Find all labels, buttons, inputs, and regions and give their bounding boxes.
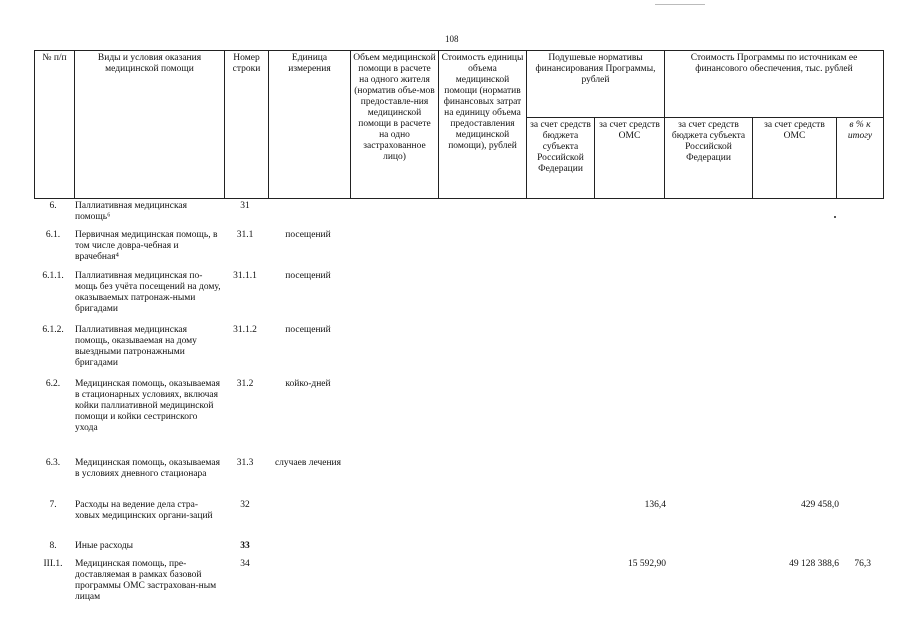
header-program-oms: за счет средств ОМС xyxy=(753,118,837,199)
row-name: Расходы на ведение дела стра-ховых медицинских органи-заций xyxy=(75,500,213,521)
row-line: 33 xyxy=(240,541,250,551)
row-num: 8. xyxy=(49,541,57,551)
row-line: 31.1 xyxy=(236,230,254,240)
row-pct: 76,3 xyxy=(854,559,871,569)
row-line: 31.2 xyxy=(236,379,254,389)
row-unit: случаев лечения xyxy=(274,458,342,468)
row-name: Медицинская помощь, пре-доставляемая в рамках базовой программы ОМС застрахован-ным лицам xyxy=(75,559,217,602)
row-name: Паллиативная медицинская помощь⁶ xyxy=(75,201,188,222)
row-line: 31 xyxy=(240,201,250,211)
row-oms-cost: 429 458,0 xyxy=(801,500,839,510)
header-program-budget: за счет средств бюджета субъекта Российской Федерации xyxy=(665,118,753,199)
row-line: 31.3 xyxy=(236,458,254,468)
row-name: Паллиативная медицинская по-мощь без учёта посещений на дому, оказываемых патронаж-ными бригадами xyxy=(75,271,221,314)
row-num: 7. xyxy=(49,500,57,510)
row-line: 31.1.2 xyxy=(233,325,257,335)
row-num: 6.3. xyxy=(45,458,61,468)
row-name: Первичная медицинская помощь, в том числе довра-чебная и врачебная⁴ xyxy=(75,230,218,262)
row-oms-cost: 49 128 388,6 xyxy=(789,559,839,569)
row-oms-norm: 136,4 xyxy=(644,500,666,510)
header-unit: Единица измерения xyxy=(269,51,351,199)
row-name: Иные расходы xyxy=(75,541,134,551)
row-oms-norm: 15 592,90 xyxy=(628,559,666,569)
row-name: Паллиативная медицинская помощь, оказываемая на дому выездными патронажными бригадами xyxy=(75,325,197,368)
row-unit: посещений xyxy=(285,325,331,335)
scan-speck xyxy=(834,216,836,218)
row-unit: посещений xyxy=(285,230,331,240)
header-program: Стоимость Программы по источникам ее финансового обеспечения, тыс. рублей xyxy=(665,51,884,118)
row-num: 6.1.2. xyxy=(42,325,64,335)
row-line: 31.1.1 xyxy=(233,271,257,281)
header-cost: Стоимость единицы объема медицинской помощи (норматив финансовых затрат на единицу объема предоставления медицинской помощи), рублей xyxy=(439,51,527,199)
row-unit: посещений xyxy=(285,271,331,281)
page-number: 108 xyxy=(445,34,459,44)
row-unit: койко-дней xyxy=(285,379,331,389)
header-percap: Подушевые нормативы финансирования Программы, рублей xyxy=(527,51,665,118)
header-num: № п/п xyxy=(35,51,75,199)
row-num: III.1. xyxy=(43,559,63,569)
header-program-pct: в % к итогу xyxy=(837,118,884,199)
header-percap-oms: за счет средств ОМС xyxy=(595,118,665,199)
row-line: 34 xyxy=(240,559,250,569)
row-num: 6.2. xyxy=(45,379,61,389)
header-volume: Объем медицинской помощи в расчете на одного жителя (норматив объе-мов предоставле-ния медицинской помощи в расчете на одно застрахованное лицо) xyxy=(351,51,439,199)
row-name: Медицинская помощь, оказываемая в стационарных условиях, включая койки паллиативной медицинской помощи и койки сестринского ухода xyxy=(75,379,220,433)
header-types: Виды и условия оказания медицинской помощи xyxy=(75,51,225,199)
header-percap-budget: за счет средств бюджета субъекта Российской Федерации xyxy=(527,118,595,199)
row-name: Медицинская помощь, оказываемая в условиях дневного стационара xyxy=(75,458,220,479)
row-line: 32 xyxy=(240,500,250,510)
row-num: 6.1.1. xyxy=(42,271,64,281)
row-num: 6. xyxy=(49,201,57,211)
row-num: 6.1. xyxy=(45,230,61,240)
header-line: Номер строки xyxy=(225,51,269,199)
